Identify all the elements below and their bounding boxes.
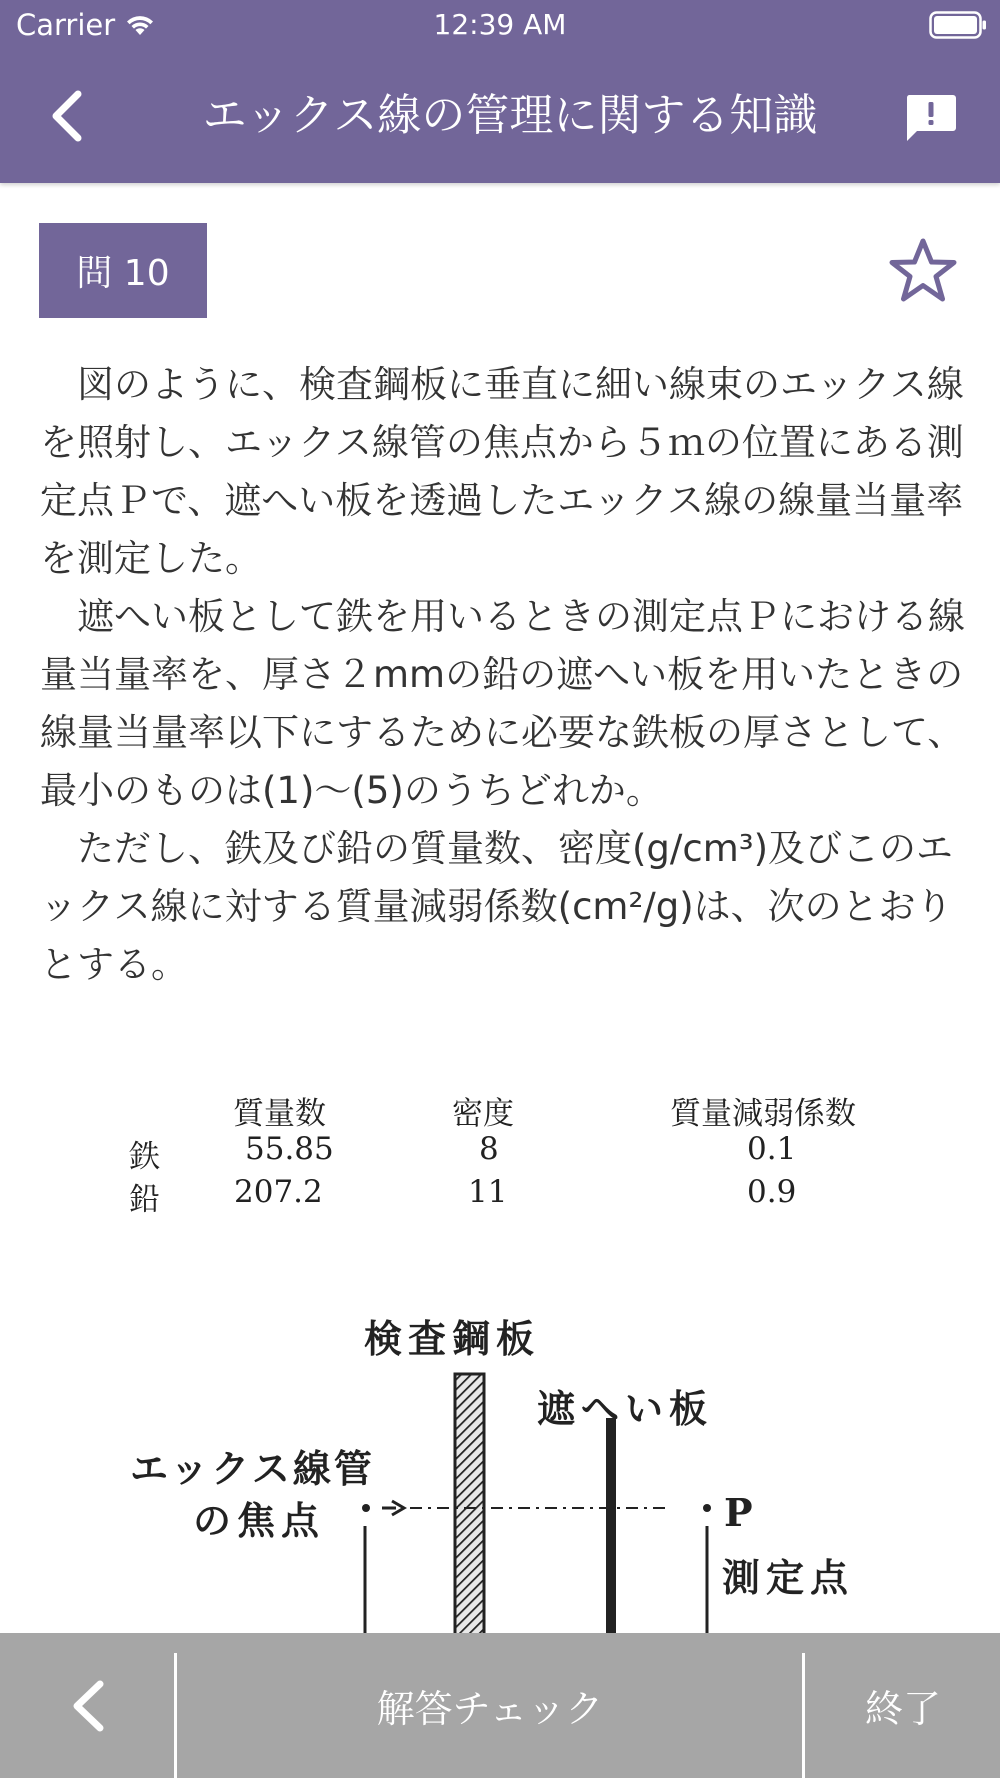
battery-icon bbox=[929, 11, 987, 39]
measure-point-dot bbox=[703, 1504, 711, 1512]
table-cell-iron-density: 8 bbox=[479, 1131, 499, 1167]
question-paragraph-2: 遮へい板として鉄を用いるときの測定点Ｐにおける線量当量率を、厚さ２mmの鉛の遮へい板を用いたときの線量当量率以下にするために必要な鉄板の厚さとして、最小のものは(1)～(5)のうちどれか。 bbox=[40, 595, 965, 812]
table-header-mass-number: 質量数 bbox=[233, 1096, 326, 1132]
nav-bar bbox=[0, 0, 1000, 183]
measure-point-label: 測定点 bbox=[722, 1555, 855, 1600]
question-text bbox=[40, 356, 965, 994]
report-button[interactable] bbox=[905, 92, 957, 142]
page-title: エックス線の管理に関する知識 bbox=[202, 90, 818, 141]
question-paragraph-3: ただし、鉄及び鉛の質量数、密度(g/cm³)及びこのエックス線に対する質量減弱係数(cm²/g)は、次のとおりとする。 bbox=[40, 827, 954, 986]
table-header-density: 密度 bbox=[452, 1096, 514, 1132]
tube-label-line1: エックス線管 bbox=[130, 1446, 375, 1491]
chevron-left-icon bbox=[44, 88, 94, 144]
question-number-badge: 問 10 bbox=[39, 223, 207, 318]
point-p-label: P bbox=[724, 1490, 759, 1535]
previous-button[interactable] bbox=[0, 1633, 174, 1778]
question-paragraph-1: 図のように、検査鋼板に垂直に細い線束のエックス線を照射し、エックス線管の焦点から５ｍの位置にある測定点Ｐで、遮へい板を透過したエックス線の線量当量率を測定した。 bbox=[40, 363, 964, 580]
shield-plate-shape bbox=[606, 1418, 616, 1635]
report-icon bbox=[905, 92, 957, 142]
bookmark-star-button[interactable] bbox=[888, 237, 958, 303]
star-outline-icon bbox=[888, 237, 958, 303]
table-header-attenuation: 質量減弱係数 bbox=[670, 1096, 856, 1132]
focus-point-dot bbox=[362, 1504, 370, 1512]
chevron-left-icon bbox=[68, 1679, 108, 1733]
end-button[interactable]: 終了 bbox=[864, 1687, 941, 1731]
answer-check-button[interactable]: 解答チェック bbox=[376, 1687, 604, 1731]
carrier-label: Carrier bbox=[16, 8, 116, 42]
table-cell-lead-density: 11 bbox=[468, 1174, 508, 1210]
steel-plate-label: 検査鋼板 bbox=[364, 1316, 541, 1361]
shield-plate-label: 遮へい板 bbox=[537, 1386, 714, 1431]
back-button[interactable] bbox=[44, 88, 94, 144]
status-time: 12:39 AM bbox=[433, 8, 567, 41]
toolbar-divider bbox=[802, 1653, 805, 1778]
table-row-iron-name: 鉄 bbox=[129, 1139, 160, 1175]
setup-diagram bbox=[0, 1290, 1000, 1635]
table-cell-lead-coef: 0.9 bbox=[747, 1174, 797, 1210]
steel-plate-shape bbox=[455, 1374, 484, 1635]
table-cell-lead-mass: 207.2 bbox=[234, 1174, 323, 1210]
table-row-lead-name: 鉛 bbox=[129, 1182, 160, 1218]
bottom-toolbar bbox=[0, 1633, 1000, 1778]
toolbar-divider bbox=[174, 1653, 177, 1778]
tube-label-line2: の焦点 bbox=[193, 1498, 326, 1543]
table-cell-iron-coef: 0.1 bbox=[747, 1131, 797, 1167]
table-cell-iron-mass: 55.85 bbox=[245, 1131, 334, 1167]
